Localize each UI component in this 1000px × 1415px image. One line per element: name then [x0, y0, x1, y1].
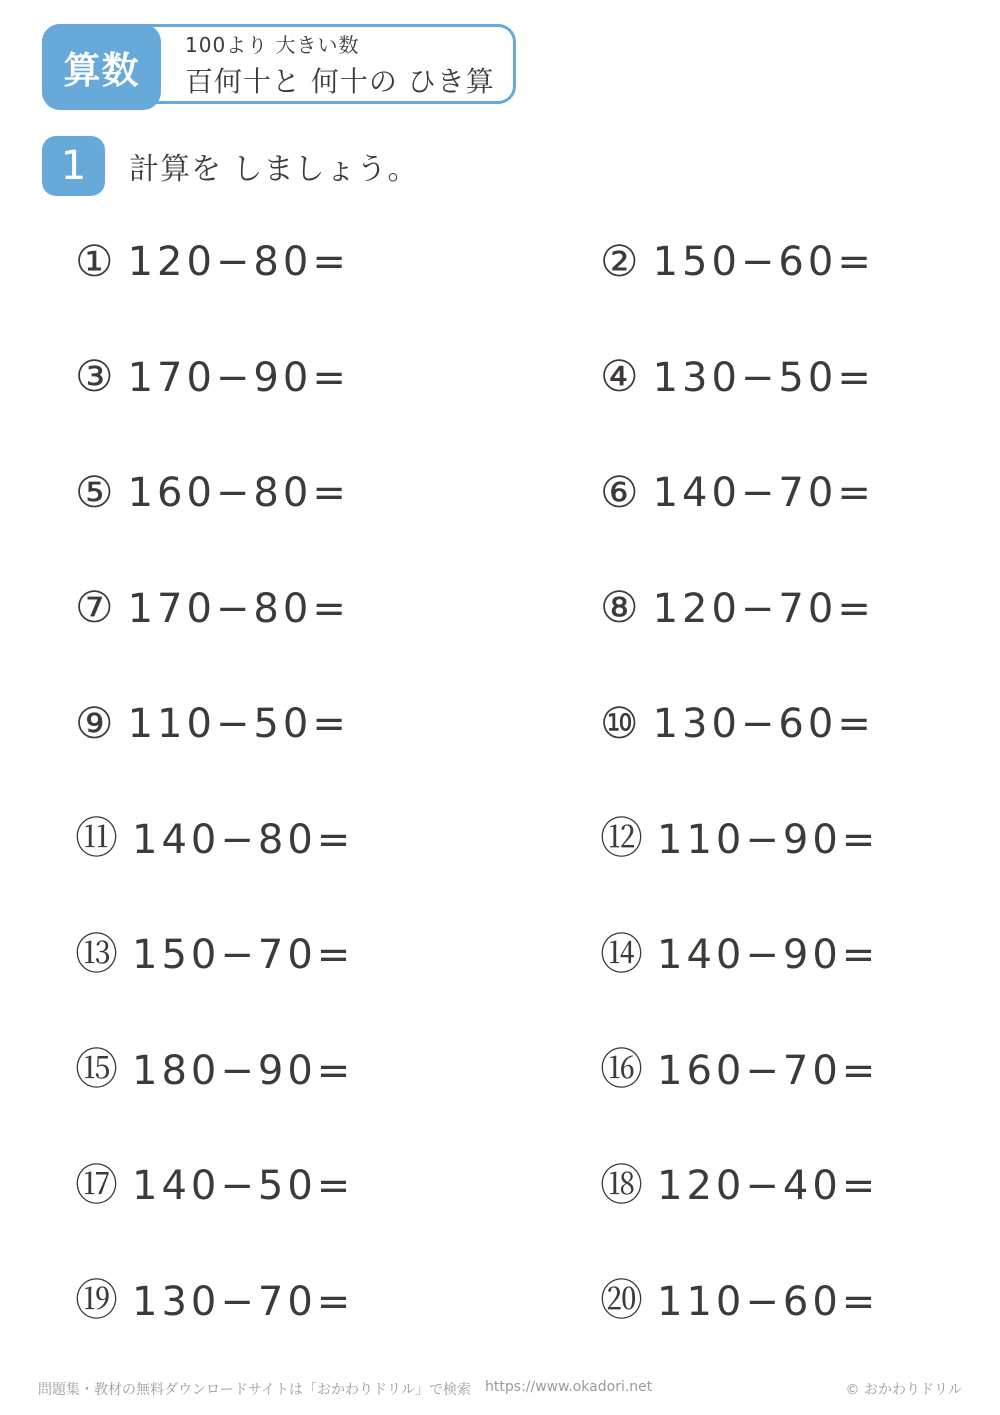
problem-index: ⑫ — [600, 814, 643, 864]
problem-expression: 120−80= — [127, 239, 350, 285]
problem-row — [75, 352, 600, 404]
problem-expression: 110−60= — [657, 1278, 880, 1325]
problem-index: ⑦ — [75, 583, 114, 633]
problem-index: ⑬ — [75, 929, 118, 980]
problem-expression: 120−70= — [652, 585, 875, 632]
problem-row — [600, 1276, 879, 1328]
problem-index: ⑤ — [75, 467, 114, 518]
problem-expression: 110−90= — [657, 816, 880, 863]
problem-expression: 140−70= — [652, 470, 875, 516]
footer-note: 問題集・教材の無料ダウンロードサイトは「おかわりドリル」で検索 — [38, 1382, 472, 1398]
problem-expression: 130−60= — [652, 701, 875, 747]
problem-row — [600, 352, 879, 404]
problem-row — [75, 814, 600, 866]
problem-expression: 140−90= — [657, 932, 880, 978]
unit-label: 100より 大きい数 — [185, 32, 360, 57]
footer-copyright: © おかわりドリル — [845, 1382, 962, 1398]
problem-expression: 160−70= — [657, 1047, 880, 1094]
problem-index: ④ — [600, 352, 639, 402]
problem-row — [600, 583, 879, 635]
header-titles — [185, 27, 495, 101]
problem-row — [600, 1160, 879, 1212]
problem-row — [600, 236, 879, 288]
footer-left — [38, 1379, 652, 1399]
problem-index: ⑱ — [600, 1160, 643, 1211]
problem-expression: 170−90= — [127, 354, 350, 401]
problem-row — [600, 467, 879, 519]
problem-expression: 160−80= — [127, 470, 350, 516]
problem-index: ⑲ — [75, 1276, 118, 1326]
problem-expression: 150−70= — [132, 932, 355, 978]
problem-index: ⑯ — [600, 1045, 643, 1095]
worksheet-title: 百何十と 何十の ひき算 — [185, 64, 495, 98]
problem-row — [600, 1045, 879, 1097]
problem-row — [75, 1276, 600, 1328]
problem-index: ⑭ — [600, 929, 643, 980]
problem-index: ⑧ — [600, 583, 639, 633]
section-instruction: 計算を しましょう。 — [129, 152, 419, 187]
problem-index: ⑪ — [75, 814, 118, 864]
footer — [38, 1379, 962, 1399]
problem-row — [75, 698, 600, 750]
worksheet-header — [42, 24, 516, 104]
problem-expression: 180−90= — [132, 1047, 355, 1094]
section-header — [42, 136, 419, 196]
problem-index: ② — [600, 236, 639, 287]
problem-index: ⑮ — [75, 1045, 118, 1095]
problem-row — [75, 929, 600, 981]
problem-expression: 130−50= — [652, 354, 875, 401]
problem-expression: 170−80= — [127, 585, 350, 632]
problem-row — [75, 583, 600, 635]
problem-row — [600, 929, 879, 981]
problem-expression: 140−80= — [132, 816, 355, 863]
footer-url: https://www.okadori.net — [485, 1379, 653, 1395]
problem-row — [75, 1160, 600, 1212]
problem-index: ⑰ — [75, 1160, 118, 1211]
problems-grid — [75, 236, 879, 1391]
problem-expression: 120−40= — [657, 1163, 880, 1209]
problem-index: ⑥ — [600, 467, 639, 518]
section-number-badge: 1 — [42, 136, 105, 196]
problem-row — [75, 236, 600, 288]
problem-expression: 140−50= — [132, 1163, 355, 1209]
problem-row — [600, 814, 879, 866]
problem-row — [75, 1045, 600, 1097]
problem-expression: 150−60= — [652, 239, 875, 285]
problem-row — [75, 467, 600, 519]
problem-expression: 110−50= — [127, 701, 350, 747]
problem-index: ⑩ — [600, 698, 639, 749]
problem-index: ⑳ — [600, 1276, 643, 1326]
problem-index: ① — [75, 236, 114, 287]
problem-index: ⑨ — [75, 698, 114, 749]
problem-expression: 130−70= — [132, 1278, 355, 1325]
problem-row — [600, 698, 879, 750]
problem-index: ③ — [75, 352, 114, 402]
subject-badge: 算数 — [42, 24, 161, 110]
